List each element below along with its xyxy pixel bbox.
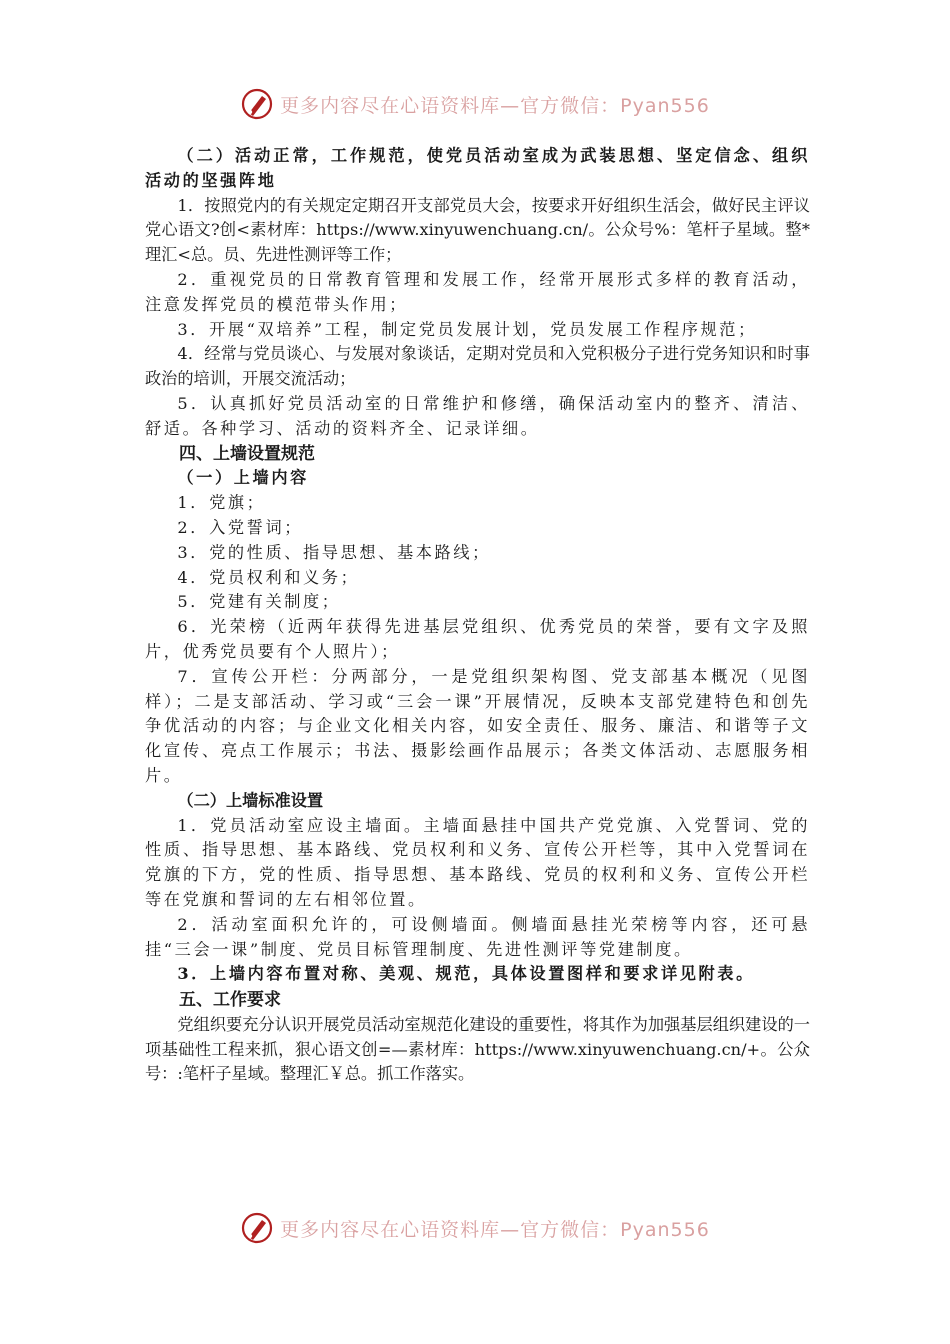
paragraph: 1．党员活动室应设主墙面。主墙面悬挂中国共产党党旗、入党誓词、党的性质、指导思想、基本路线、党员权利和义务、宣传公开栏等，其中入党誓词在党旗的下方，党的性质、指导思想、基本路线、党员的权利和义务、宣传公开栏等在党旗和誓词的左右相邻位置。 (145, 815, 810, 909)
section-subheading: （二）活动正常，工作规范，使党员活动室成为武装思想、坚定信念、组织活动的坚强阵地 (145, 146, 810, 190)
section-subheading: （一）上墙内容 (177, 468, 309, 488)
paragraph: 5．认真抓好党员活动室的日常维护和修缮，确保活动室内的整齐、清洁、舒适。各种学习、活动的资料齐全、记录详细。 (145, 393, 810, 438)
list-item: 6．光荣榜（近两年获得先进基层党组织、优秀党员的荣誉，要有文字及照片，优秀党员要有个人照片）； (145, 617, 810, 661)
watermark-banner-top (0, 84, 950, 124)
pen-nib-logo-icon (240, 1211, 274, 1245)
paragraph: 3．上墙内容布置对称、美观、规范，具体设置图样和要求详见附表。 (177, 964, 755, 984)
paragraph: 1．按照党内的有关规定定期召开支部党员大会，按要求开好组织生活会，做好民主评议党心语文?创<素材库：https://www.xinyuwenchuang.cn/。公众号%：笔杆子星域。整*理汇<总。员、先进性测评等工作； (145, 195, 810, 265)
section-subheading: （二）上墙标准设置 (177, 790, 324, 810)
watermark-banner-bottom (0, 1208, 950, 1248)
watermark-text: 更多内容尽在心语资料库—官方微信：Pyan556 (280, 1218, 710, 1241)
paragraph: 4．经常与党员谈心、与发展对象谈话，定期对党员和入党积极分子进行党务知识和时事政治的培训，开展交流活动； (145, 344, 810, 389)
list-item: 4．党员权利和义务； (177, 567, 360, 587)
document-body (145, 144, 810, 1087)
list-item: 5．党建有关制度； (177, 592, 341, 612)
list-item: 3．党的性质、指导思想、基本路线； (177, 542, 491, 562)
paragraph: 2．重视党员的日常教育管理和发展工作，经常开展形式多样的教育活动，注意发挥党员的模范带头作用； (145, 269, 810, 314)
list-item: 7．宣传公开栏：分两部分，一是党组织架构图、党支部基本概况（见图样）；二是支部活动、学习或“三会一课”开展情况，反映本支部党建特色和创先争优活动的内容；与企业文化相关内容，如安全责任、服务、廉洁、和谐等子文化宣传、亮点工作展示；书法、摄影绘画作品展示；各类文体活动、志愿服务相片。 (145, 666, 810, 785)
paragraph: 3．开展“双培养”工程，制定党员发展计划，党员发展工作程序规范； (177, 319, 757, 339)
section-heading: 五、工作要求 (179, 990, 281, 1011)
paragraph: 2．活动室面积允许的，可设侧墙面。侧墙面悬挂光荣榜等内容，还可悬挂“三会一课”制度、党员目标管理制度、先进性测评等党建制度。 (145, 914, 810, 959)
list-item: 1．党旗； (177, 493, 266, 513)
pen-nib-logo-icon (240, 87, 274, 121)
watermark-text: 更多内容尽在心语资料库—官方微信：Pyan556 (280, 94, 710, 117)
section-heading: 四、上墙设置规范 (179, 443, 315, 464)
paragraph: 党组织要充分认识开展党员活动室规范化建设的重要性，将其作为加强基层组织建设的一项基础性工程来抓，狠心语文创=—素材库：https://www.xinyuwenchuang.cn/+。公众号：:笔杆子星域。整理汇￥总。抓工作落实。 (145, 1014, 810, 1084)
list-item: 2．入党誓词； (177, 517, 304, 537)
